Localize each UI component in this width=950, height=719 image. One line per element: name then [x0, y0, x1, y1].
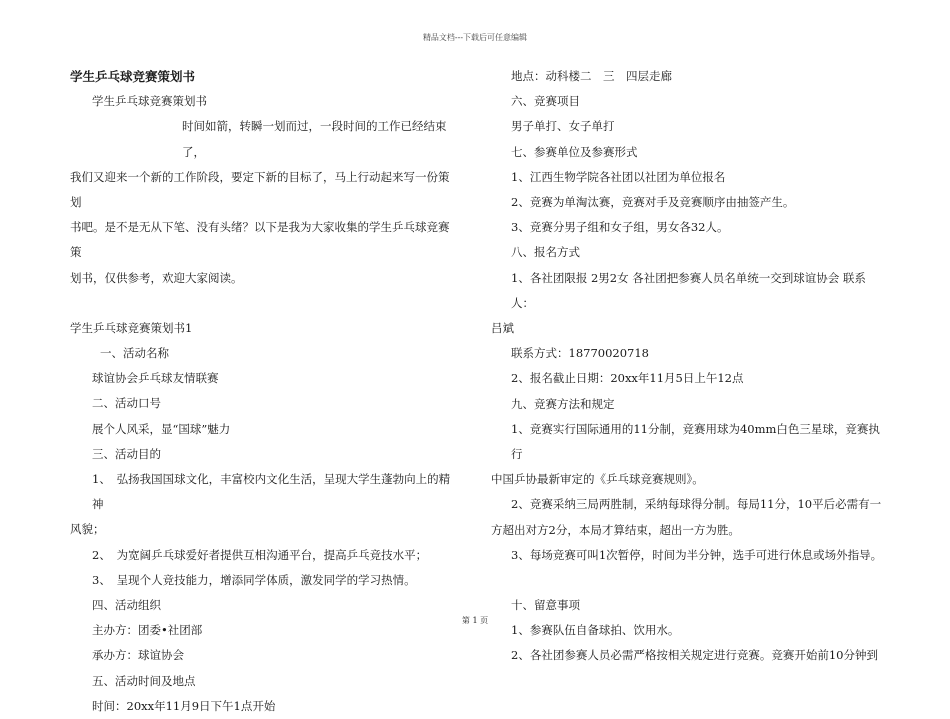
- text-line: 地点：动科楼二 三 四层走廊: [511, 69, 672, 83]
- text-line: 吕斌: [491, 321, 514, 336]
- document-title: 学生乒乓球竞赛策划书: [70, 69, 196, 84]
- text-line: 3、 呈现个人竞技能力，增添同学体质，激发同学的学习热情。: [92, 572, 416, 587]
- text-line: 我们又迎来一个新的工作阶段，要定下新的目标了，马上行动起来写一份策划: [70, 169, 450, 210]
- text-line: 时间如箭，转瞬一划而过，一段时间的工作已经结束了，: [182, 119, 447, 159]
- text-line: 划书，仅供参考，欢迎大家阅读。: [70, 270, 243, 285]
- text-line: 风貌；: [70, 522, 105, 537]
- text-line: 2、各社团参赛人员必需严格按相关规定进行竞赛。竞赛开始前10分钟到: [511, 648, 878, 663]
- text-line: 主办方：团委•社团部: [92, 623, 203, 638]
- text-line: 五、活动时间及地点: [92, 673, 196, 688]
- text-line: 一、活动名称: [100, 346, 169, 361]
- text-line: 3、每场竞赛可叫1次暂停，时间为半分钟，选手可进行休息或场外指导。: [511, 547, 883, 562]
- text-line: 十、留意事项: [511, 598, 580, 613]
- text-line: 学生乒乓球竞赛策划书: [92, 94, 207, 109]
- text-line: 七、参赛单位及参赛形式: [511, 144, 638, 159]
- text-line: 四、活动组织: [92, 598, 161, 613]
- text-line: 1、 弘扬我国国球文化，丰富校内文化生活，呈现大学生蓬勃向上的精神: [92, 472, 451, 512]
- text-line: 承办方：球谊协会: [92, 648, 184, 663]
- text-line: 男子单打、女子单打: [511, 119, 615, 134]
- text-line: 2、报名截止日期：20xx年11月5日上午12点: [511, 371, 744, 386]
- text-line: 学生乒乓球竞赛策划书1: [70, 320, 193, 335]
- text-line: 九、竞赛方法和规定: [511, 396, 615, 411]
- text-line: 2、竞赛采纳三局两胜制，采纳每球得分制。每局11分，10平后必需有一: [511, 497, 882, 512]
- text-line: 2、竞赛为单淘汰赛，竞赛对手及竞赛顺序由抽签产生。: [511, 195, 795, 210]
- text-line: 八、报名方式: [511, 245, 580, 260]
- text-line: 2、 为宽阔乒乓球爱好者提供互相沟通平台，提高乒乓竞技水平；: [92, 547, 428, 562]
- text-line: 六、竞赛项目: [511, 94, 580, 109]
- text-line: 球谊协会乒乓球友情联赛: [92, 371, 219, 386]
- text-line: 方超出对方2分，本局才算结束，超出一方为胜。: [491, 522, 740, 537]
- text-line: 1、各社团限报 2男2女 各社团把参赛人员名单统一交到球谊协会 联系人：: [511, 270, 866, 310]
- page-header: 精品文档---下载后可任意编辑: [422, 33, 528, 42]
- text-line: 展个人风采，显“国球”魅力: [92, 421, 231, 436]
- text-line: 1、江西生物学院各社团以社团为单位报名: [511, 169, 726, 184]
- blank-line: [70, 291, 460, 316]
- blank-line: [491, 568, 883, 593]
- right-column: [491, 64, 883, 669]
- text-line: 书吧。是不是无从下笔、没有头绪？以下是我为大家收集的学生乒乓球竞赛策: [70, 220, 450, 260]
- text-line: 时间：20xx年11月9日下午1点开始: [92, 698, 276, 713]
- text-line: 三、活动目的: [92, 446, 161, 461]
- text-line: 1、竞赛实行国际通用的11分制，竞赛用球为40mm白色三星球，竞赛执行: [511, 421, 880, 462]
- text-line: 3、竞赛分男子组和女子组，男女各32人。: [511, 220, 729, 235]
- text-line: 1、参赛队伍自备球拍、饮用水。: [511, 623, 680, 638]
- text-line: 二、活动口号: [92, 396, 161, 411]
- text-line: 联系方式：18770020718: [511, 346, 649, 361]
- page-footer: 第 1 页: [461, 616, 489, 625]
- text-line: 中国乒协最新审定的《乒乓球竞赛规则》。: [491, 472, 704, 487]
